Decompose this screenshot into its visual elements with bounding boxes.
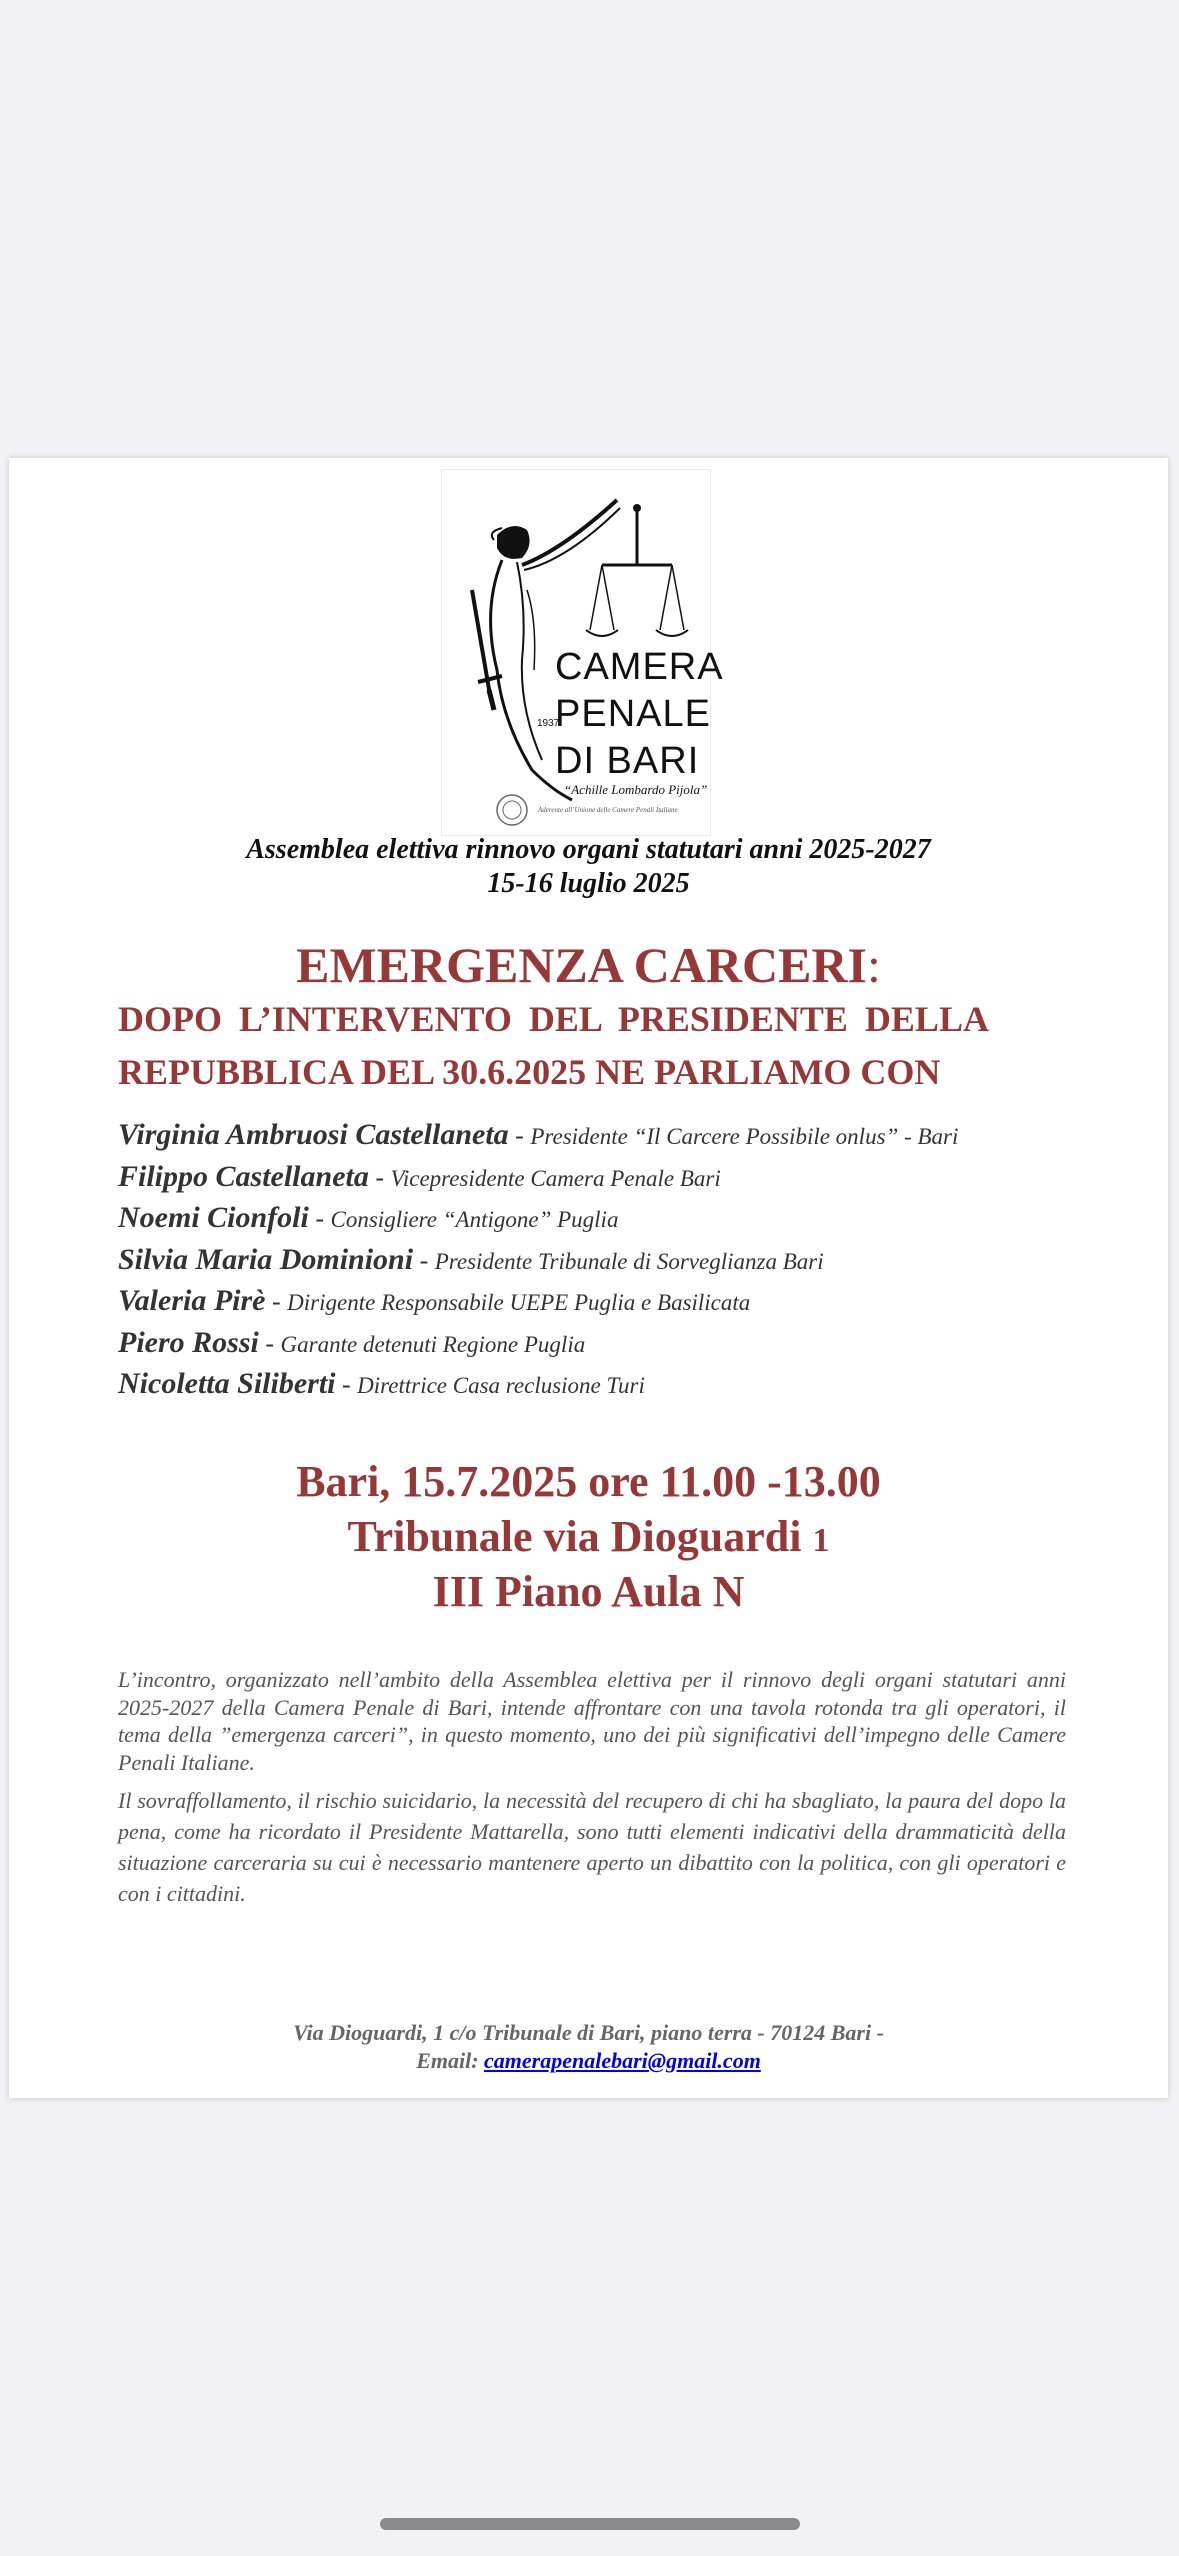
speaker-separator: - — [308, 1204, 331, 1233]
speaker-separator: - — [413, 1245, 435, 1275]
speaker-role: Presidente Tribunale di Sorveglianza Bari — [434, 1248, 824, 1274]
logo-membership: Aderente all’Unione delle Camere Penali Italiane — [538, 806, 678, 814]
logo-text-camera: CAMERA — [555, 646, 724, 688]
event-datetime: Bari, 15.7.2025 ore 11.00 -13.00 — [296, 1457, 881, 1506]
headline-line-1: DOPO L’INTERVENTO DEL PRESIDENTE DELLA — [118, 999, 989, 1039]
logo-year: 1937 — [537, 718, 560, 729]
speaker-item — [118, 1160, 1078, 1202]
footer-email-line — [9, 2048, 1168, 2074]
speaker-role: Vicepresidente Camera Penale Bari — [390, 1165, 721, 1191]
description-paragraph-1: L’incontro, organizzato nell’ambito della Assemblea elettiva per il rinnovo degli organi statutari anni 2025-2027 della Camera Penale di Bari, intende affrontare con una tavola rotonda tra gli operatori, il tema della ”emergenza carceri”, in questo momento, uno dei più significativi dell’impegno delle Camere Penali Italiane. — [118, 1667, 1066, 1775]
speaker-name: Silvia Maria Dominioni — [118, 1242, 414, 1276]
speaker-name: Virginia Ambruosi Castellaneta — [118, 1118, 509, 1151]
speaker-name: Filippo Castellaneta — [118, 1159, 369, 1193]
headline-title — [9, 936, 1168, 994]
speaker-role: Direttrice Casa reclusione Turi — [357, 1373, 645, 1398]
headline-title-text: EMERGENZA CARCERI — [296, 937, 867, 993]
event-venue-number: 1 — [812, 1522, 830, 1559]
speaker-role: Consigliere “Antigone” Puglia — [330, 1207, 619, 1232]
assembly-dates: 15-16 luglio 2025 — [487, 868, 690, 899]
speaker-separator: - — [508, 1121, 531, 1150]
logo-text-penale: PENALE — [555, 693, 711, 735]
email-link[interactable]: camerapenalebari@gmail.com — [484, 2048, 761, 2073]
speaker-name: Piero Rossi — [118, 1325, 259, 1359]
headline-title-colon: : — [867, 937, 881, 993]
camera-penale-logo — [441, 469, 724, 836]
speaker-item — [118, 1243, 1078, 1285]
speaker-separator: - — [368, 1162, 391, 1192]
speaker-item — [118, 1118, 1078, 1160]
headline-line-2: REPUBBLICA DEL 30.6.2025 NE PARLIAMO CON — [118, 1052, 941, 1092]
speaker-separator: - — [335, 1370, 358, 1399]
logo-text-bari: DI BARI — [555, 740, 700, 782]
speaker-item — [118, 1284, 1078, 1326]
speaker-role: Dirigente Responsabile UEPE Puglia e Basilicata — [287, 1290, 751, 1315]
footer-email-label: Email: — [416, 2048, 485, 2073]
speaker-item — [118, 1201, 1078, 1243]
speaker-separator: - — [265, 1287, 288, 1316]
footer-address: Via Dioguardi, 1 c/o Tribunale di Bari, piano terra - 70124 Bari - — [293, 2020, 884, 2045]
speaker-item — [118, 1326, 1078, 1368]
assembly-subtitle: Assemblea elettiva rinnovo organi statutari anni 2025-2027 — [246, 834, 931, 865]
speaker-role: Presidente “Il Carcere Possibile onlus” - Bari — [530, 1124, 959, 1149]
speakers-list — [118, 1118, 1078, 1409]
speaker-separator: - — [258, 1328, 281, 1358]
document-page — [9, 458, 1168, 2098]
speaker-name: Nicoletta Siliberti — [118, 1367, 336, 1400]
event-venue-text: Tribunale via Dioguardi — [347, 1512, 813, 1561]
speaker-name: Valeria Pirè — [118, 1284, 266, 1317]
speaker-name: Noemi Cionfoli — [118, 1201, 309, 1234]
description-paragraph-2: Il sovraffollamento, il rischio suicidario, la necessità del recupero di chi ha sbagliato, la paura del dopo la pena, come ha ricordato il Presidente Mattarella, sono tutti elementi indicativi della drammaticità della situazione carceraria su cui è necessario mantenere aperto un dibattito con la politica, con gli operatori e con i cittadini. — [118, 1788, 1066, 1906]
event-room: III Piano Aula N — [432, 1567, 745, 1616]
logo-dedication: “Achille Lombardo Pijola” — [564, 782, 708, 797]
speaker-item — [118, 1367, 1078, 1409]
home-indicator[interactable] — [380, 2518, 800, 2530]
speaker-role: Garante detenuti Regione Puglia — [280, 1331, 586, 1357]
event-venue — [9, 1511, 1168, 1562]
